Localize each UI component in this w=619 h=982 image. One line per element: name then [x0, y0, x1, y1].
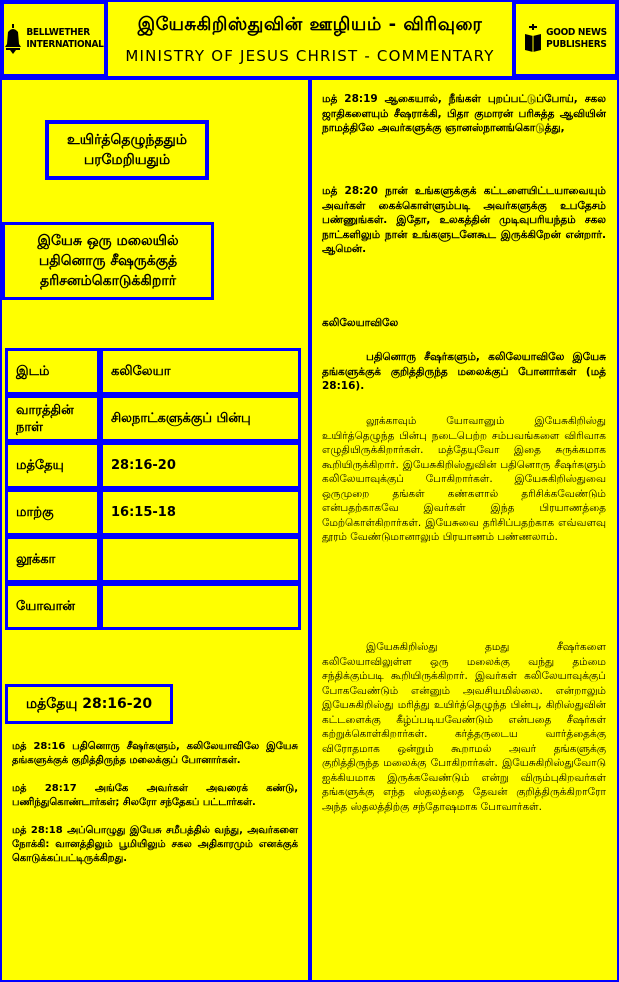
row-value [100, 536, 301, 583]
verse: மத் 28:20 நான் உங்களுக்குக் கட்டளையிட்டயாவையும் அவர்கள் கைக்கொள்ளும்படி அவர்களுக்கு உபதேசம் பண்ணுங்கள். இதோ, உலகத்தின் முடிவுபரியந்தம் சகல நாட்களிலும் நான் உங்களுடனேகூட இருக்கிறேன் என்றார். ஆமென். [322, 185, 606, 255]
verse-list [12, 740, 298, 880]
right-panel [312, 80, 617, 980]
intro-paragraph: பதினொரு சீஷர்களும், கலிலேயாவிலே இயேசு தங்களுக்குக் குறித்திருந்த மலைக்குப் போனார்கள் (மத் 28:16). [322, 351, 606, 392]
row-label: வாரத்தின் நாள் [5, 395, 100, 442]
row-label: யோவான் [5, 583, 100, 630]
bellwether-logo [2, 2, 106, 76]
left-panel [2, 80, 308, 980]
verse: மத் 28:19 ஆகையால், நீங்கள் புறப்பட்டுப்போய், சகல ஜாதிகளையும் சீஷராக்கி, பிதா குமாரன் பரிசுத்த ஆவியின் நாமத்திலே அவர்களுக்கு ஞானஸ்நானங்கொடுத்து, [322, 93, 606, 134]
section-title: உயிர்த்தெழுந்ததும் பரமேறியதும் [67, 132, 187, 168]
row-value: சிலநாட்களுக்குப் பின்பு [100, 395, 301, 442]
table-row [5, 442, 301, 489]
row-label: மாற்கு [5, 489, 100, 536]
section-title-box [45, 120, 209, 180]
book-icon [524, 24, 542, 54]
right-logo-line1: GOOD NEWS [546, 27, 607, 38]
table-row [5, 536, 301, 583]
row-value [100, 583, 301, 630]
row-value: கலிலேயா [100, 348, 301, 395]
page-header [108, 2, 512, 76]
subtitle: இயேசு ஒரு மலையில் பதினொரு சீஷருக்குத் தரிசனம்கொடுக்கிறார் [37, 233, 179, 289]
reference-title-box [5, 684, 173, 724]
row-label: இடம் [5, 348, 100, 395]
row-value: 16:15-18 [100, 489, 301, 536]
right-logo-line2: PUBLISHERS [546, 39, 607, 50]
info-table [5, 348, 301, 630]
row-label: லூக்கா [5, 536, 100, 583]
verse: மத் 28:18 அப்பொழுது இயேசு சமீபத்தில் வந்து, அவர்களை நோக்கி: வானத்திலும் பூமியிலும் சகல அதிகாரமும் எனக்குக் கொடுக்கப்பட்டிருக்கிறது. [12, 825, 298, 864]
paragraph: லூக்காவும் யோவானும் இயேசுகிறிஸ்து உயிர்த்தெழுந்த பின்பு நடைபெற்ற சம்பவங்களை விரிவாக எழுதியிருக்கிறார்கள். மத்தேயுவோ இதை சுருக்கமாக கூறியிருக்கிறார். இயேசுகிறிஸ்துவின் பதினொரு சீஷர்களும் கலிலேயாவுக்குப் போகிறார்கள். இயேசுகிறிஸ்துவை ஒருமுறை தங்கள் கண்களால் தரிசிக்கவேண்டும் என்பதற்காகவே இவர்கள் இந்த பிரயாணத்தை மேற்கொள்கிறார்கள். இயேசுவை தரிசிப்பதற்காக எவ்வளவு தூரம் வேண்டுமானாலும் பிரயாணம் பண்ணலாம். [322, 415, 606, 543]
verse: மத் 28:17 அங்கே அவர்கள் அவரைக் கண்டு, பணிந்துகொண்டார்கள்; சிலரோ சந்தேகப் பட்டார்கள். [12, 783, 298, 808]
row-value: 28:16-20 [100, 442, 301, 489]
subtitle-box [2, 222, 214, 300]
page-title-tamil: இயேசுகிறிஸ்துவின் ஊழியம் - விரிவுரை [137, 13, 483, 35]
reference-title: மத்தேயு 28:16-20 [25, 696, 153, 712]
verse: மத் 28:16 பதினொரு சீஷர்களும், கலிலேயாவிலே இயேசு தங்களுக்குக் குறித்திருந்த மலைக்குப் போனார்கள். [12, 741, 298, 766]
page-title-english: MINISTRY OF JESUS CHRIST - COMMENTARY [125, 46, 495, 65]
table-row [5, 583, 301, 630]
table-row [5, 489, 301, 536]
good-news-logo [514, 2, 617, 76]
table-row [5, 348, 301, 395]
left-logo-line1: BELLWETHER [26, 27, 90, 38]
section-heading: கலிலேயாவிலே [322, 317, 399, 329]
paragraph: இயேசுகிறிஸ்து தமது சீஷர்களை கலிலேயாவிலுள்ள ஒரு மலைக்கு வந்து தம்மை சந்திக்கும்படி கூறியிருக்கிறார். இவர்கள் கலிலேயாவுக்குப் போகவேண்டும் என்னும் அவசியமில்லை. என்றாலும் இயேசுகிறிஸ்து மரித்து உயிர்த்தெழுந்த பின்பு, கிறிஸ்துவின் கட்டளைக்கு கீழ்ப்படியவேண்டும் என்பதை சீஷர்கள் கற்றுக்கொள்கிறார்கள். கர்த்தருடைய வார்த்தைக்கு விரோதமாக ஒன்றும் கூறாமல் அவர் தங்களுக்கு குறித்திருந்த மலைக்கு போகிறார்கள். இயேசுகிறிஸ்துவோடு ஐக்கியமாக இருக்கவேண்டும் என்று விரும்புகிறவர்கள் தங்களுக்கு எந்த ஸ்தலத்தை தேவன் குறித்திருக்கிறாரோ அந்த ஸ்தலத்திற்கு சந்தோஷமாக போவார்கள். [322, 641, 606, 813]
table-row [5, 395, 301, 442]
bell-icon [4, 24, 22, 54]
row-label: மத்தேயு [5, 442, 100, 489]
left-logo-line2: INTERNATIONAL [26, 39, 104, 50]
